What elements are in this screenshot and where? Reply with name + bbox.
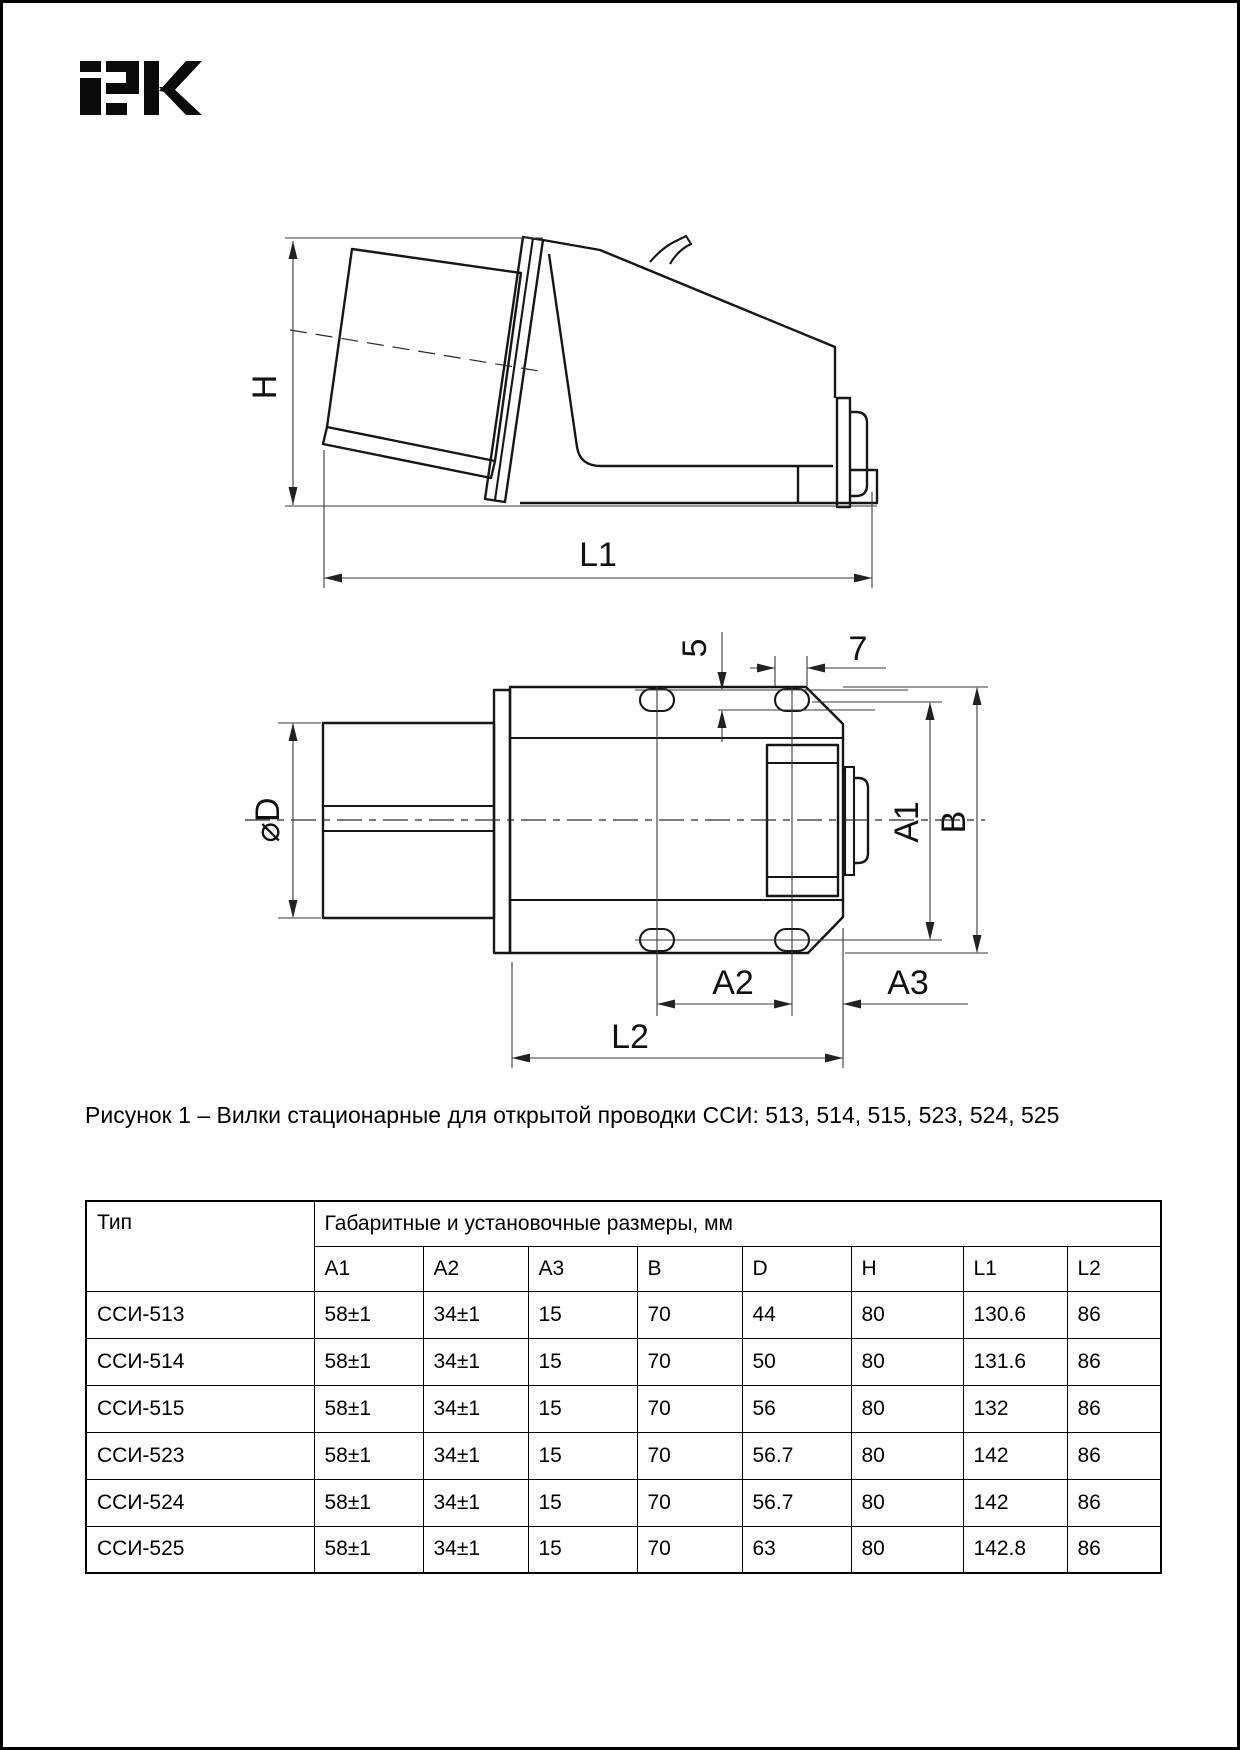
side-view-body bbox=[290, 236, 877, 507]
side-view-drawing bbox=[230, 190, 910, 600]
figure-caption: Рисунок 1 – Вилки стационарные для открытой проводки ССИ: 513, 514, 515, 523, 524, 525 bbox=[85, 1102, 1060, 1128]
table-header-type: Тип bbox=[86, 1201, 314, 1291]
top-view-body bbox=[245, 687, 985, 953]
col-header-l2: L2 bbox=[1067, 1246, 1161, 1291]
cell-type: ССИ-515 bbox=[86, 1385, 314, 1432]
col-header-l1: L1 bbox=[963, 1246, 1067, 1291]
cell-type: ССИ-514 bbox=[86, 1338, 314, 1385]
col-header-b: B bbox=[637, 1246, 742, 1291]
col-header-a2: A2 bbox=[423, 1246, 528, 1291]
dim-label-7: 7 bbox=[848, 630, 868, 668]
dimensions-table bbox=[85, 1200, 1162, 1574]
top-view-dimensions bbox=[249, 630, 988, 1068]
col-header-d: D bbox=[742, 1246, 851, 1291]
latch bbox=[650, 236, 691, 264]
cell-type: ССИ-513 bbox=[86, 1291, 314, 1338]
col-header-h: H bbox=[851, 1246, 963, 1291]
dim-label-a2: A2 bbox=[712, 964, 754, 1002]
cell-type: ССИ-523 bbox=[86, 1432, 314, 1479]
top-view-drawing bbox=[230, 580, 1000, 1080]
table-row: ССИ-515 58±1 34±1 15 70 56 80 132 86 bbox=[86, 1385, 1161, 1432]
dim-label-b: B bbox=[935, 810, 973, 834]
dim-label-a1: A1 bbox=[888, 801, 926, 843]
dim-label-d: ⌀D bbox=[249, 797, 287, 843]
dim-label-h: H bbox=[246, 374, 284, 400]
side-view-dimensions bbox=[246, 238, 877, 588]
cell-type: ССИ-525 bbox=[86, 1526, 314, 1573]
table-row: ССИ-513 58±1 34±1 15 70 44 80 130.6 86 bbox=[86, 1291, 1161, 1338]
iek-logo-glyphs bbox=[80, 61, 202, 115]
col-header-a1: A1 bbox=[314, 1246, 423, 1291]
dim-label-5: 5 bbox=[676, 638, 714, 658]
col-header-a3: A3 bbox=[528, 1246, 637, 1291]
table-row: ССИ-523 58±1 34±1 15 70 56.7 80 142 86 bbox=[86, 1432, 1161, 1479]
dim-label-a3: A3 bbox=[887, 964, 929, 1002]
iek-logo bbox=[78, 55, 208, 123]
table-row: ССИ-525 58±1 34±1 15 70 63 80 142.8 86 bbox=[86, 1526, 1161, 1573]
table-group-header: Габаритные и установочные размеры, мм bbox=[314, 1201, 1161, 1246]
table-row: ССИ-514 58±1 34±1 15 70 50 80 131.6 86 bbox=[86, 1338, 1161, 1385]
cell-type: ССИ-524 bbox=[86, 1479, 314, 1526]
dim-label-l1: L1 bbox=[579, 536, 617, 574]
dim-label-l2: L2 bbox=[611, 1018, 649, 1056]
table-row: ССИ-524 58±1 34±1 15 70 56.7 80 142 86 bbox=[86, 1479, 1161, 1526]
